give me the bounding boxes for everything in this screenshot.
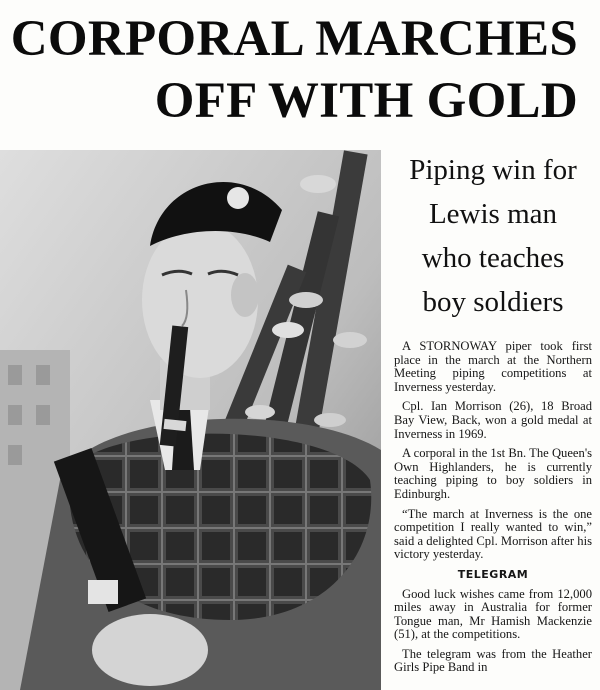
article-body bbox=[394, 340, 592, 675]
subhead-line-1: Piping win for bbox=[409, 154, 577, 186]
subheadline bbox=[394, 148, 592, 324]
article-column bbox=[394, 148, 592, 681]
article-paragraph: Cpl. Ian Morrison (26), 18 Broad Bay View, Back, won a gold medal at Inverness in 1969. bbox=[394, 399, 592, 441]
piper-photo-illustration bbox=[0, 150, 381, 690]
section-heading: TELEGRAM bbox=[457, 567, 529, 581]
subhead-line-3: who teaches bbox=[421, 242, 565, 274]
piper-hand bbox=[92, 614, 208, 686]
article-paragraph: A corporal in the 1st Bn. The Queen's Own Highlanders, he is currently teaching piping to boy soldiers in Edinburgh. bbox=[394, 446, 592, 501]
subhead-line-2: Lewis man bbox=[428, 198, 558, 230]
article-paragraph: A STORNOWAY piper took first place in the march at the Northern Meeting piping competitions at Inverness yesterday. bbox=[394, 339, 592, 394]
article-paragraph: Good luck wishes came from 12,000 miles away in Australia for former Tongue man, Mr Hamish Mackenzie (51), at the competitions. bbox=[394, 586, 592, 642]
piper-photo bbox=[0, 150, 381, 690]
article-paragraph: “The march at Inverness is the one competition I really wanted to win,” said a delighted Cpl. Morrison after his victory yesterday. bbox=[394, 506, 592, 562]
headline-line-1: CORPORAL MARCHES bbox=[10, 11, 578, 67]
article-paragraph: The telegram was from the Heather Girls Pipe Band in bbox=[394, 646, 592, 675]
subhead-line-4: boy soldiers bbox=[422, 286, 564, 318]
headline-line-2: OFF WITH GOLD bbox=[154, 73, 578, 129]
